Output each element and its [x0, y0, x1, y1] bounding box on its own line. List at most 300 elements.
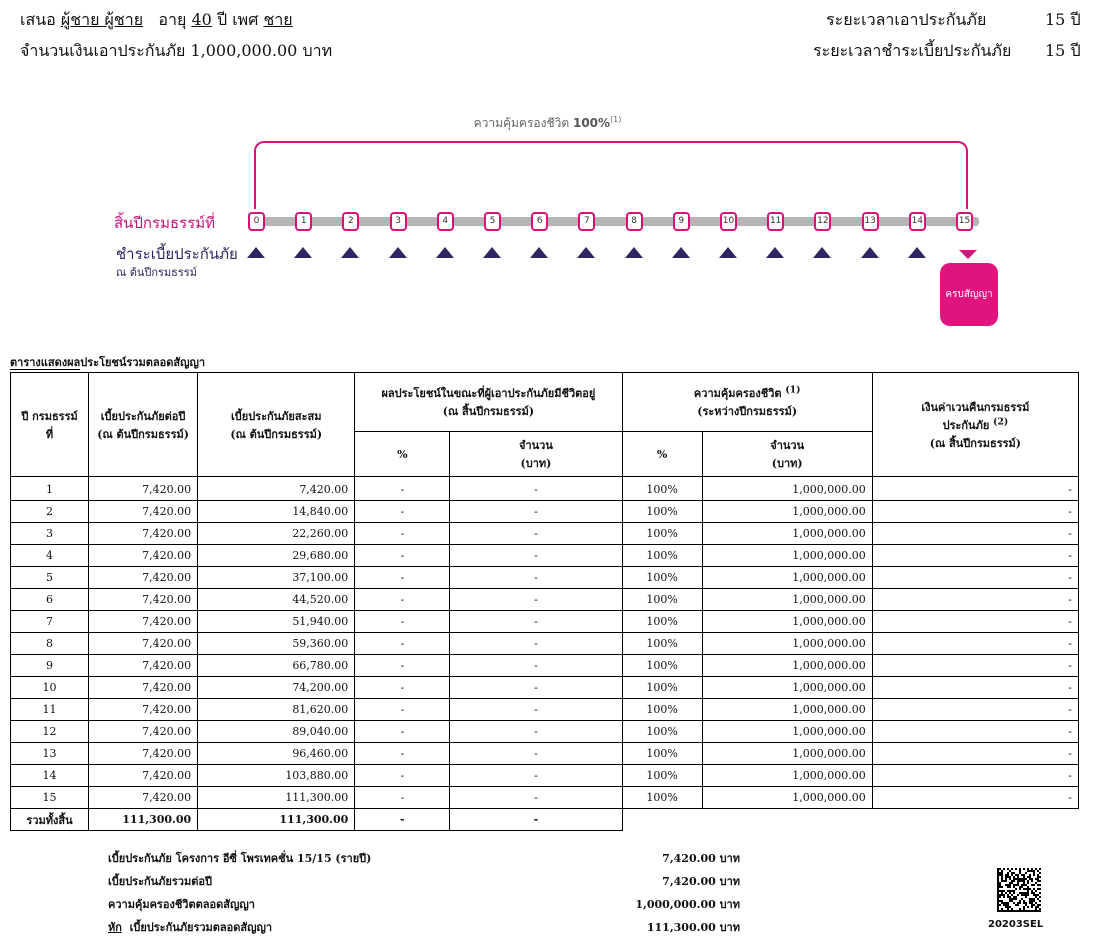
datamatrix-module: [1035, 882, 1037, 884]
datamatrix-module: [1005, 906, 1007, 908]
cell-lb-amt: -: [450, 523, 622, 545]
datamatrix-module: [999, 890, 1001, 892]
datamatrix-module: [1023, 906, 1025, 908]
timeline-node-5: 5: [484, 212, 501, 231]
sum-assured: จำนวนเงินเอาประกันภัย 1,000,000.00 บาท: [20, 41, 333, 60]
datamatrix-module: [1029, 878, 1031, 880]
proposal-line: [20, 8, 293, 33]
datamatrix-module: [1009, 876, 1011, 878]
payment-triangle-icon: [577, 247, 595, 258]
datamatrix-module: [1007, 890, 1009, 892]
datamatrix-module: [1033, 870, 1035, 872]
cell-year: 1: [11, 477, 89, 501]
gender-value: ชาย: [263, 10, 293, 29]
col-living-benefit: [355, 373, 622, 432]
datamatrix-module: [1011, 868, 1013, 870]
payment-triangle-icon: [813, 247, 831, 258]
total-label: รวมทั้งสิ้น: [11, 809, 89, 831]
cell-year: 2: [11, 501, 89, 523]
table-row: [11, 765, 1079, 787]
datamatrix-module: [1023, 876, 1025, 878]
timeline-node-0: 0: [248, 212, 265, 231]
datamatrix-module: [1031, 890, 1033, 892]
datamatrix-module: [1023, 874, 1025, 876]
datamatrix-module: [1011, 874, 1013, 876]
datamatrix-module: [1009, 900, 1011, 902]
datamatrix-module: [1019, 888, 1021, 890]
summary-deduct-row: [108, 918, 272, 936]
timeline-node-11: 11: [767, 212, 784, 231]
datamatrix-module: [1023, 900, 1025, 902]
datamatrix-module: [1017, 894, 1019, 896]
datamatrix-module: [1005, 878, 1007, 880]
cell-lb-amt: -: [450, 699, 622, 721]
datamatrix-module: [1019, 868, 1021, 870]
col-premium-text: เบี้ยประกันภัยต่อปี: [100, 409, 186, 423]
cell-premium: 7,420.00: [89, 699, 198, 721]
datamatrix-module: [1013, 892, 1015, 894]
datamatrix-module: [1037, 874, 1039, 876]
coverage-pct: 100%: [572, 116, 611, 130]
datamatrix-module: [1033, 874, 1035, 876]
datamatrix-module: [1033, 872, 1035, 874]
cell-premium: 7,420.00: [89, 589, 198, 611]
cell-lc-amt: 1,000,000.00: [702, 633, 872, 655]
datamatrix-module: [1039, 880, 1041, 882]
datamatrix-module: [1015, 868, 1017, 870]
table-row: [11, 677, 1079, 699]
cell-lb-pct: -: [355, 787, 450, 809]
cell-year: 6: [11, 589, 89, 611]
datamatrix-module: [999, 904, 1001, 906]
datamatrix-module: [1021, 878, 1023, 880]
payment-period-value: 15 ปี: [1045, 41, 1081, 60]
datamatrix-module: [1009, 892, 1011, 894]
datamatrix-module: [1017, 876, 1019, 878]
datamatrix-module: [1003, 868, 1005, 870]
table-row: [11, 655, 1079, 677]
datamatrix-module: [1031, 898, 1033, 900]
cell-lc-amt: 1,000,000.00: [702, 501, 872, 523]
payment-triangle-icon: [625, 247, 643, 258]
cell-premium: 7,420.00: [89, 677, 198, 699]
col-life-coverage-sub: (ระหว่างปีกรมธรรม์): [697, 405, 798, 418]
datamatrix-module: [1033, 904, 1035, 906]
cell-lc-amt: 1,000,000.00: [702, 765, 872, 787]
cell-year: 11: [11, 699, 89, 721]
datamatrix-module: [1001, 880, 1003, 882]
cell-lb-amt: -: [450, 545, 622, 567]
datamatrix-module: [1035, 878, 1037, 880]
col-surrender-note: (2): [993, 415, 1009, 427]
datamatrix-module: [1025, 894, 1027, 896]
cell-lb-pct: -: [355, 633, 450, 655]
datamatrix-module: [1019, 892, 1021, 894]
cell-premium: 7,420.00: [89, 567, 198, 589]
cell-lc-pct: 100%: [622, 523, 702, 545]
payment-triangle-icon: [436, 247, 454, 258]
datamatrix-module: [1037, 894, 1039, 896]
datamatrix-module: [1021, 884, 1023, 886]
datamatrix-module: [1023, 880, 1025, 882]
cell-lb-amt: -: [450, 787, 622, 809]
datamatrix-module: [1029, 898, 1031, 900]
datamatrix-module: [1007, 876, 1009, 878]
datamatrix-module: [1021, 898, 1023, 900]
cell-lb-pct: -: [355, 523, 450, 545]
coverage-period-value: 15 ปี: [1045, 10, 1081, 29]
datamatrix-module: [1039, 892, 1041, 894]
datamatrix-module: [999, 872, 1001, 874]
cell-premium: 7,420.00: [89, 477, 198, 501]
datamatrix-module: [1039, 876, 1041, 878]
datamatrix-module: [1017, 902, 1019, 904]
cell-lb-pct: -: [355, 567, 450, 589]
datamatrix-module: [1039, 896, 1041, 898]
datamatrix-module: [1001, 876, 1003, 878]
datamatrix-module: [1015, 904, 1017, 906]
datamatrix-module: [1013, 896, 1015, 898]
col-surrender: [872, 373, 1078, 477]
cell-premium: 7,420.00: [89, 545, 198, 567]
table-row: [11, 501, 1079, 523]
cell-surrender: -: [872, 545, 1078, 567]
cell-lc-pct: 100%: [622, 655, 702, 677]
datamatrix-module: [1031, 902, 1033, 904]
datamatrix-module: [1015, 884, 1017, 886]
table-row: [11, 477, 1079, 501]
cell-cumulative: 7,420.00: [198, 477, 355, 501]
datamatrix-module: [1035, 908, 1037, 910]
col-lb-amt-unit: (บาท): [520, 457, 552, 470]
timeline-node-3: 3: [390, 212, 407, 231]
cell-lb-pct: -: [355, 611, 450, 633]
cell-year: 8: [11, 633, 89, 655]
cell-lc-pct: 100%: [622, 589, 702, 611]
col-cumulative: [198, 373, 355, 477]
datamatrix-module: [1033, 884, 1035, 886]
cell-surrender: -: [872, 477, 1078, 501]
col-lb-amt-text: จำนวน: [519, 439, 553, 452]
datamatrix-module: [1019, 908, 1021, 910]
datamatrix-module: [1013, 872, 1015, 874]
datamatrix-module: [1001, 900, 1003, 902]
cell-cumulative: 51,940.00: [198, 611, 355, 633]
table-row: [11, 523, 1079, 545]
datamatrix-module: [1019, 872, 1021, 874]
cell-surrender: -: [872, 677, 1078, 699]
timeline-node-4: 4: [437, 212, 454, 231]
summary-deduct-value: 111,300.00 บาท: [646, 921, 740, 934]
table-row: [11, 743, 1079, 765]
datamatrix-module: [1039, 884, 1041, 886]
datamatrix-module: [1009, 906, 1011, 908]
datamatrix-module: [1037, 876, 1039, 878]
datamatrix-module: [1037, 884, 1039, 886]
datamatrix-module: [1005, 892, 1007, 894]
cell-surrender: -: [872, 501, 1078, 523]
datamatrix-module: [1019, 878, 1021, 880]
datamatrix-module: [1021, 886, 1023, 888]
datamatrix-module: [1003, 880, 1005, 882]
cell-lb-amt: -: [450, 477, 622, 501]
datamatrix-module: [1023, 908, 1025, 910]
payment-triangle-icon: [247, 247, 265, 258]
cell-lb-pct: -: [355, 545, 450, 567]
coverage-bracket: [254, 141, 968, 209]
payment-triangle-icon: [294, 247, 312, 258]
cell-surrender: -: [872, 721, 1078, 743]
total-lb-amt: -: [450, 809, 622, 831]
payment-triangle-icon: [483, 247, 501, 258]
datamatrix-module: [1037, 888, 1039, 890]
cell-year: 14: [11, 765, 89, 787]
cell-year: 3: [11, 523, 89, 545]
total-row: [11, 809, 1079, 831]
datamatrix-module: [1027, 906, 1029, 908]
datamatrix-module: [1007, 884, 1009, 886]
datamatrix-module: [1013, 876, 1015, 878]
datamatrix-module: [1015, 888, 1017, 890]
datamatrix-module: [1021, 894, 1023, 896]
datamatrix-module: [1029, 870, 1031, 872]
cell-surrender: -: [872, 633, 1078, 655]
datamatrix-module: [1005, 874, 1007, 876]
datamatrix-module: [1023, 882, 1025, 884]
cell-cumulative: 81,620.00: [198, 699, 355, 721]
datamatrix-module: [1007, 896, 1009, 898]
datamatrix-module: [1015, 874, 1017, 876]
benefit-table: [10, 372, 1079, 831]
datamatrix-module: [1005, 880, 1007, 882]
datamatrix-module: [1009, 890, 1011, 892]
datamatrix-module: [1007, 894, 1009, 896]
summary-coverage-value: 1,000,000.00 บาท: [635, 898, 740, 911]
cell-premium: 7,420.00: [89, 633, 198, 655]
datamatrix-module: [1027, 890, 1029, 892]
cell-year: 5: [11, 567, 89, 589]
datamatrix-module: [999, 900, 1001, 902]
datamatrix-module: [1017, 874, 1019, 876]
datamatrix-module: [1003, 902, 1005, 904]
payment-triangle-icon: [672, 247, 690, 258]
datamatrix-module: [1033, 900, 1035, 902]
summary-annual-label: เบี้ยประกันภัยรวมต่อปี: [108, 875, 212, 888]
datamatrix-module: [1031, 868, 1033, 870]
cell-lc-pct: 100%: [622, 721, 702, 743]
datamatrix-module: [1003, 890, 1005, 892]
datamatrix-module: [1007, 902, 1009, 904]
datamatrix-module: [1001, 878, 1003, 880]
timeline-node-9: 9: [673, 212, 690, 231]
total-empty-cell: [622, 809, 702, 831]
datamatrix-module: [999, 894, 1001, 896]
cell-cumulative: 89,040.00: [198, 721, 355, 743]
age-label: อายุ: [158, 10, 187, 29]
table-row: [11, 589, 1079, 611]
datamatrix-module: [1001, 870, 1003, 872]
cell-premium: 7,420.00: [89, 655, 198, 677]
cell-year: 15: [11, 787, 89, 809]
cell-surrender: -: [872, 699, 1078, 721]
payment-triangle-icon: [908, 247, 926, 258]
cell-lb-amt: -: [450, 677, 622, 699]
cell-lc-amt: 1,000,000.00: [702, 787, 872, 809]
datamatrix-module: [1023, 878, 1025, 880]
pay-label: ชำระเบี้ยประกันภัย: [116, 245, 238, 263]
datamatrix-module: [1027, 868, 1029, 870]
cell-cumulative: 66,780.00: [198, 655, 355, 677]
cell-lb-pct: -: [355, 721, 450, 743]
datamatrix-module: [1037, 870, 1039, 872]
cell-lb-amt: -: [450, 743, 622, 765]
datamatrix-module: [1039, 908, 1041, 910]
datamatrix-module: [1009, 884, 1011, 886]
datamatrix-module: [1017, 904, 1019, 906]
cell-lc-amt: 1,000,000.00: [702, 477, 872, 501]
cell-lb-pct: -: [355, 589, 450, 611]
timeline-node-1: 1: [295, 212, 312, 231]
coverage-note: (1): [610, 115, 622, 124]
cell-lc-pct: 100%: [622, 567, 702, 589]
datamatrix-module: [1013, 890, 1015, 892]
cell-lc-pct: 100%: [622, 611, 702, 633]
datamatrix-module: [1033, 898, 1035, 900]
payment-triangle-icon: [389, 247, 407, 258]
coverage-label: [0, 114, 1095, 133]
pay-sub-label: ณ ต้นปีกรมธรรม์: [116, 266, 197, 279]
datamatrix-module: [1009, 878, 1011, 880]
col-lc-amt: [702, 432, 872, 477]
total-empty-cell: [702, 809, 872, 831]
cell-lb-pct: -: [355, 765, 450, 787]
cell-year: 10: [11, 677, 89, 699]
maturity-badge: ครบสัญญา: [940, 263, 998, 326]
datamatrix-module: [1035, 902, 1037, 904]
cell-year: 7: [11, 611, 89, 633]
col-life-coverage: [622, 373, 872, 432]
datamatrix-module: [1035, 896, 1037, 898]
datamatrix-module: [1035, 894, 1037, 896]
table-row: [11, 721, 1079, 743]
cell-lc-amt: 1,000,000.00: [702, 567, 872, 589]
cell-lb-amt: -: [450, 655, 622, 677]
payment-triangle-icon: [766, 247, 784, 258]
timeline-node-8: 8: [626, 212, 643, 231]
cell-lc-amt: 1,000,000.00: [702, 589, 872, 611]
datamatrix-module: [1021, 880, 1023, 882]
table-row: [11, 567, 1079, 589]
datamatrix-module: [1001, 886, 1003, 888]
timeline-node-15: 15: [956, 212, 973, 231]
cell-lc-amt: 1,000,000.00: [702, 611, 872, 633]
datamatrix-module: [1031, 906, 1033, 908]
summary-annual-value: 7,420.00 บาท: [662, 875, 740, 888]
datamatrix-module: [1005, 902, 1007, 904]
cell-premium: 7,420.00: [89, 523, 198, 545]
datamatrix-module: [1039, 900, 1041, 902]
datamatrix-module: [1013, 898, 1015, 900]
cell-year: 4: [11, 545, 89, 567]
cell-lb-amt: -: [450, 567, 622, 589]
datamatrix-module: [1011, 890, 1013, 892]
timeline-node-13: 13: [862, 212, 879, 231]
cell-lb-pct: -: [355, 655, 450, 677]
cell-lc-amt: 1,000,000.00: [702, 545, 872, 567]
payment-triangle-icon: [719, 247, 737, 258]
cell-surrender: -: [872, 655, 1078, 677]
cell-lb-amt: -: [450, 611, 622, 633]
total-cumulative: 111,300.00: [198, 809, 355, 831]
summary-coverage-label: ความคุ้มครองชีวิตตลอดสัญญา: [108, 898, 255, 911]
datamatrix-module: [1001, 874, 1003, 876]
datamatrix-module: [1011, 908, 1013, 910]
datamatrix-module: [1031, 884, 1033, 886]
datamatrix-module: [1029, 876, 1031, 878]
datamatrix-module: [1019, 902, 1021, 904]
timeline-node-12: 12: [814, 212, 831, 231]
cell-lc-amt: 1,000,000.00: [702, 677, 872, 699]
datamatrix-code-icon: [997, 868, 1041, 912]
cell-lb-pct: -: [355, 699, 450, 721]
cell-premium: 7,420.00: [89, 501, 198, 523]
datamatrix-module: [1001, 894, 1003, 896]
datamatrix-module: [1025, 902, 1027, 904]
datamatrix-module: [1013, 902, 1015, 904]
datamatrix-module: [1019, 880, 1021, 882]
col-surrender-text: เงินค่าเวนคืนกรมธรรม์: [921, 400, 1030, 414]
datamatrix-module: [1021, 892, 1023, 894]
datamatrix-module: [1033, 894, 1035, 896]
age-value: 40: [191, 10, 212, 29]
datamatrix-module: [1001, 908, 1003, 910]
datamatrix-module: [1029, 874, 1031, 876]
datamatrix-module: [1007, 906, 1009, 908]
col-year: [11, 373, 89, 477]
datamatrix-module: [1027, 894, 1029, 896]
datamatrix-module: [1009, 898, 1011, 900]
cell-cumulative: 44,520.00: [198, 589, 355, 611]
summary-premium-value: 7,420.00 บาท: [662, 852, 740, 865]
cell-surrender: -: [872, 523, 1078, 545]
datamatrix-module: [1039, 904, 1041, 906]
title-underline: [10, 369, 80, 370]
cell-lb-amt: -: [450, 633, 622, 655]
cell-lb-pct: -: [355, 677, 450, 699]
timeline-node-10: 10: [720, 212, 737, 231]
cell-lb-pct: -: [355, 501, 450, 523]
datamatrix-module: [1027, 886, 1029, 888]
timeline-node-7: 7: [578, 212, 595, 231]
datamatrix-module: [1011, 898, 1013, 900]
datamatrix-module: [1037, 898, 1039, 900]
col-lb-pct: %: [355, 432, 450, 477]
col-living-benefit-sub: (ณ สิ้นปีกรมธรรม์): [442, 405, 535, 418]
cell-surrender: -: [872, 787, 1078, 809]
datamatrix-module: [1035, 890, 1037, 892]
datamatrix-module: [1023, 894, 1025, 896]
datamatrix-module: [1025, 896, 1027, 898]
col-year-text: ปี กรมธรรม์ ที่: [21, 409, 78, 441]
datamatrix-module: [1007, 886, 1009, 888]
datamatrix-module: [1007, 872, 1009, 874]
datamatrix-module: [1025, 872, 1027, 874]
datamatrix-module: [1017, 878, 1019, 880]
age-unit: ปี: [216, 10, 228, 29]
datamatrix-module: [1025, 884, 1027, 886]
datamatrix-module: [1013, 880, 1015, 882]
cell-lc-amt: 1,000,000.00: [702, 721, 872, 743]
